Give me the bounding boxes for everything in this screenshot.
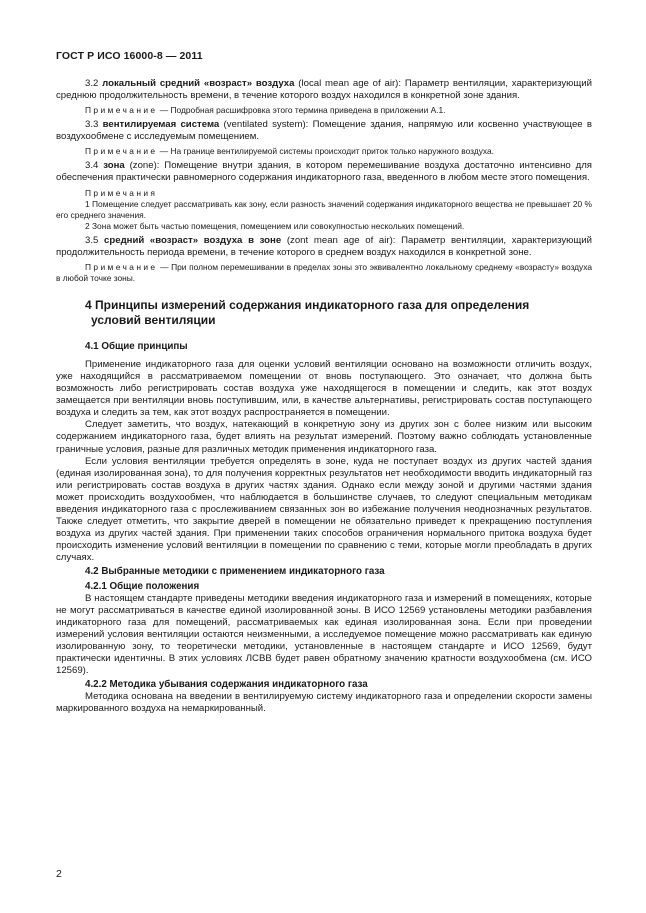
- definition-3-4: [56, 160, 592, 184]
- clause-number: 3.3: [85, 119, 103, 131]
- note-3-3: [56, 146, 592, 157]
- note-text: — Подробная расшифровка этого термина приведена в приложении А.1.: [157, 105, 446, 116]
- document-header: ГОСТ Р ИСО 16000-8 — 2011: [56, 50, 203, 62]
- paragraph-4-2-2: Методика основана на введении в вентилируемую систему индикаторного газа и определении скорости замены маркированного воздуха на немаркированный.: [56, 691, 592, 715]
- notes-label: Примечания: [85, 187, 158, 198]
- section-4-heading: [56, 298, 592, 328]
- definition-3-5: [56, 235, 592, 259]
- note-text: — При полном перемешивании в пределах зоны это эквивалентно локальному среднему «возрасту» воздуха в любой точке зоны.: [56, 261, 592, 283]
- section-4-2-1-heading: 4.2.1 Общие положения: [85, 580, 200, 592]
- section-4-2-2-heading: 4.2.2 Методика убывания содержания индикаторного газа: [85, 679, 368, 691]
- paragraph-4-1-3: Если условия вентиляции требуется определять в зоне, куда не поступает воздух из других частей здания (единая изолированная зона), то для получения корректных результатов нет необходимости вводить индикаторный газ или регистрировать состав воздуха в других частях здания. Однако если между зоной и другими частями здания может происходить воздухообмен, что наблюдается в большинстве случаев, то следуют специальным методикам введения индикаторного газа с прослеживанием связанных зон во избежание получения неоднозначных результатов. Также следует отметить, что закрытие дверей в помещении не обязательно приведет к прекращению поступления воздуха из других частей здания. При применении таких способов ограничения нормального притока воздуха будет происходить изменение условий вентиляции в помещении по сравнению с теми, которые могли преобладать в других случаях.: [56, 455, 592, 564]
- section-4-2-heading: 4.2 Выбранные методики с применением индикаторного газа: [85, 566, 385, 578]
- note-3-2: [56, 105, 592, 116]
- notes-label-3-4: [56, 188, 592, 199]
- note-label: Примечание: [85, 105, 158, 116]
- definition-3-2: [56, 78, 592, 102]
- note-label: Примечание: [85, 146, 158, 157]
- term: локальный средний «возраст» воздуха: [102, 78, 295, 89]
- section-4-1-heading: 4.1 Общие принципы: [85, 340, 188, 352]
- note-3-4-1: 1 Помещение следует рассматривать как зону, если разность значений содержания индикаторного вещества не превышает 20 % его среднего значения.: [56, 198, 592, 220]
- clause-number: 3.2: [85, 78, 103, 89]
- page-number: 2: [56, 868, 62, 880]
- note-3-5: [56, 262, 592, 284]
- section-4-title-line1: 4 Принципы измерений содержания индикаторного газа для определения: [85, 297, 530, 312]
- clause-number: 3.5: [85, 234, 105, 246]
- definition-3-3: [56, 119, 592, 143]
- note-3-4-2: 2 Зона может быть частью помещения, помещением или совокупностью нескольких помещений.: [85, 220, 465, 231]
- term: зона: [103, 160, 125, 172]
- definition-text: (ventilated system): Помещение здания, напрямую или косвенно участвующее в воздухообмене с исследуемым помещением.: [56, 119, 592, 143]
- definition-text: (zont mean age of air): Параметр вентиляции, характеризующий продолжительность периода времени, в течение которого в среднем воздух находился в конкретной зоне.: [56, 234, 592, 258]
- paragraph-4-2-1: В настоящем стандарте приведены методики введения индикаторного газа и измерений в помещениях, которые не могут рассматриваться в качестве единой изолированной зоны. В ИСО 12569 установлены методики разбавления индикаторного газа для помещений, рассматриваемых как единая изолированная зона. Если при проведении измерений условия вентиляции остаются неизменными, а исследуемое помещение можно рассматривать как единую изолированную зону, то теоретически методики, установленные в настоящем стандарте и ИСО 12569, будут практически идентичны. В этих условиях ЛСВВ будет равен обратному значению кратности воздухообмена (см. ИСО 12569).: [56, 592, 592, 677]
- paragraph-4-1-2: Следует заметить, что воздух, натекающий в конкретную зону из других зон с более низким или высоким содержанием индикаторного газа, будет влиять на результат измерений. Поэтому важно соблюдать установленные граничные условия, разные для различных методик применения индикаторного газа.: [56, 419, 592, 455]
- definition-text: (local mean age of air): Параметр вентиляции, характеризующий среднюю продолжительность времени, в течение которого воздух находился в конкретной зоне здания.: [56, 78, 592, 102]
- document-body: [56, 78, 592, 716]
- term: вентилируемая система: [102, 119, 220, 131]
- clause-number: 3.4: [85, 160, 104, 172]
- note-label: Примечание: [85, 261, 158, 272]
- term: средний «возраст» воздуха в зоне: [104, 234, 282, 246]
- note-text: — На границе вентилируемой системы происходит приток только наружного воздуха.: [157, 146, 494, 157]
- paragraph-4-1-1: Применение индикаторного газа для оценки условий вентиляции основано на возможности отличить воздух, уже находящийся в рассматриваемом помещении от вновь поступающего. Это означает, что должна быть возможность либо регистрировать состав воздуха уже находящегося в помещении и следить, как этот воздух замещается при вентиляции вновь поступившим, или, в качестве альтернативы, регистрировать состав поступающего воздуха и следить за тем, как этот воздух распространяется в помещении.: [56, 358, 592, 419]
- section-4-title-line2: условий вентиляции: [91, 312, 216, 327]
- definition-text: (zone): Помещение внутри здания, в котором перемешивание воздуха достаточно интенсивно для обеспечения практически равномерного содержания индикаторного газа, введенного в любом месте этого помещения.: [56, 160, 592, 184]
